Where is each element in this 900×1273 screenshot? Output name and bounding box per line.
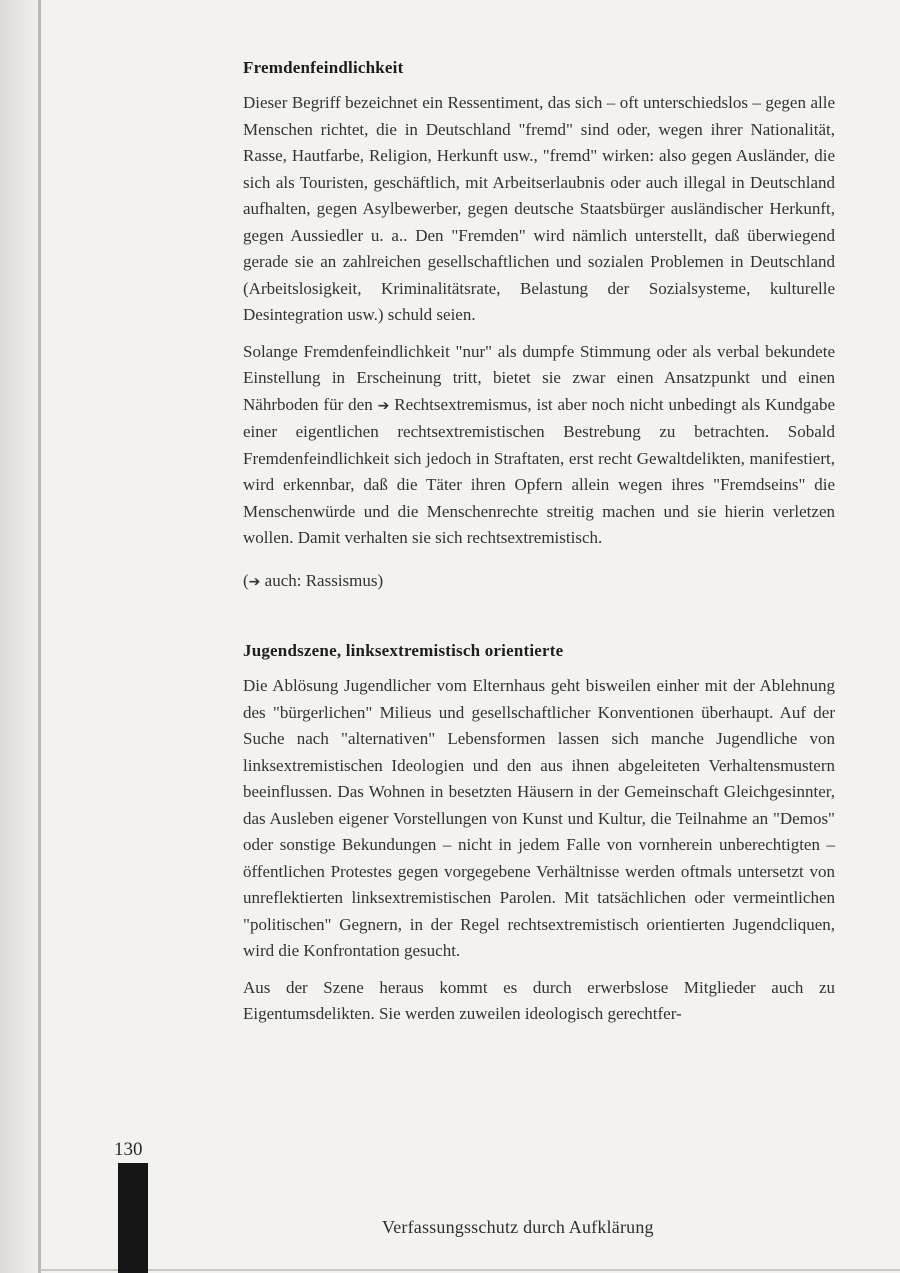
- scan-edge-line: [38, 0, 41, 1273]
- paragraph-text: Solange Fremdenfeindlichkeit "nur" als dumpfe Stimmung oder als verbal bekundete Einstellung in Erscheinung tritt, bietet sie zwar einen Ansatzpunkt und einen Nährboden für den: [243, 341, 835, 414]
- page-content: [243, 58, 835, 1028]
- see-also-paren: (: [243, 570, 249, 590]
- paragraph: [243, 339, 835, 552]
- paragraph: Aus der Szene heraus kommt es durch erwerbslose Mitglieder auch zu Eigentumsdelikten. Sie werden zuweilen ideologisch gerechtfer-: [243, 977, 835, 1023]
- scan-bottom-edge: [40, 1269, 900, 1271]
- cross-reference-arrow-icon: ➔: [377, 397, 390, 414]
- see-also-text: auch: Rassismus): [264, 570, 384, 590]
- running-footer: Verfassungsschutz durch Aufklärung: [382, 1217, 654, 1237]
- section-heading-jugendszene: Jugendszene, linksextremistisch orientierte: [243, 641, 564, 660]
- cross-reference-arrow-icon: ➔: [248, 573, 261, 590]
- page-number: 130: [114, 1139, 143, 1160]
- section-heading-fremdenfeindlichkeit: Fremdenfeindlichkeit: [243, 58, 404, 77]
- paragraph: Die Ablösung Jugendlicher vom Elternhaus geht bisweilen einher mit der Ablehnung des "bürgerlichen" Milieus und gesellschaftlicher Konventionen überhaupt. Auf der Suche nach "alternativen" Lebensformen lassen sich manche Jugendliche von linksextremistischen Ideologien und den aus ihnen abgeleiteten Verhaltensmustern beeinflussen. Das Wohnen in besetzten Häusern in der Gemeinschaft Gleichgesinnter, das Ausleben eigener Vorstellungen von Kunst und Kultur, die Teilnahme an "Demos" oder sonstige Bekundungen – nicht in jedem Falle von vornherein unberechtigten – öffentlichen Protestes gegen vorgegebene Verhältnisse werden oftmals untersetzt von unreflektierten linksextremistischen Parolen. Mit tatsächlichen oder vermeintlichen "politischen" Gegnern, in der Regel rechtsextremistisch orientierten Jugendcliquen, wird die Konfrontation gesucht.: [243, 676, 835, 960]
- thumb-index-tab: [118, 1163, 148, 1273]
- paragraph: Dieser Begriff bezeichnet ein Ressentiment, das sich – oft unterschiedslos – gegen alle Menschen richtet, die in Deutschland "fremd" sind oder, wegen ihrer Nationalität, Rasse, Hautfarbe, Religion, Herkunft usw., "fremd" wirken: also gegen Ausländer, die sich als Touristen, geschäftlich, mit Arbeitserlaubnis oder auch illegal in Deutschland aufhalten, gegen Asylbewerber, gegen deutsche Staatsbürger ausländischer Herkunft, gegen Aussiedler u. a.. Den "Fremden" wird nämlich unterstellt, daß überwiegend gerade sie an zahlreichen gesellschaftlichen und sozialen Problemen in Deutschland (Arbeitslosigkeit, Kriminalitätsrate, Belastung der Sozialsysteme, kulturelle Desintegration usw.) schuld seien.: [243, 93, 835, 324]
- see-also-reference: [243, 568, 835, 596]
- paragraph-text: Rechtsextremismus, ist aber noch nicht unbedingt als Kundgabe einer eigentlichen rechtsextremistischen Bestrebung zu betrachten. Sobald Fremdenfeindlichkeit sich jedoch in Straftaten, erst recht Gewaltdelikten, manifestiert, wird erkennbar, daß die Täter ihren Opfern allein wegen ihres "Fremdseins" die Menschenwürde und die Menschenrechte streitig machen und sie hierin verletzen wollen. Damit verhalten sie sich rechtsextremistisch.: [243, 394, 836, 547]
